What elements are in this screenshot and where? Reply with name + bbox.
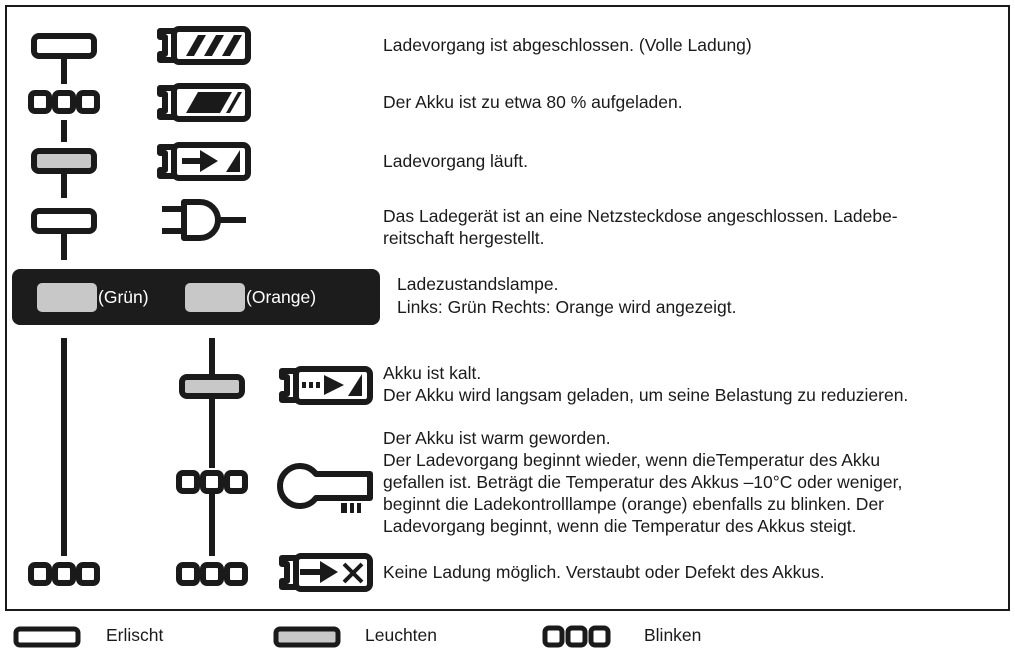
row-description: Der Akku ist zu etwa 80 % aufgeladen. xyxy=(383,92,683,112)
row-description: beginnt die Ladekontrolllampe (orange) ebenfalls zu blinken. Der xyxy=(383,494,885,514)
legend-lit-label: Leuchten xyxy=(365,625,438,645)
row-description: reitschaft hergestellt. xyxy=(383,228,545,248)
battery-charging-icon xyxy=(160,145,248,178)
row-description: gefallen ist. Beträgt die Temperatur des Akkus –10°C oder weniger, xyxy=(383,472,903,492)
row-description: Akku ist kalt. xyxy=(383,363,482,383)
legend-blink-swatch xyxy=(545,628,608,645)
row-description: Der Ladevorgang beginnt wieder, wenn dieTemperatur des Akku xyxy=(383,450,881,470)
battery-80-icon xyxy=(160,86,248,119)
lamp-lit-indicator xyxy=(182,377,242,396)
plug-icon xyxy=(162,202,246,238)
green-lamp-label: (Grün) xyxy=(98,287,149,307)
legend-off-swatch xyxy=(16,629,78,645)
lamp-blinking-indicator xyxy=(31,93,97,111)
row-description: Keine Ladung möglich. Verstaubt oder Defekt des Akkus. xyxy=(383,562,825,582)
row-description: Das Ladegerät ist an eine Netzsteckdose angeschlossen. Ladebe- xyxy=(383,206,898,226)
legend-blink-label: Blinken xyxy=(644,625,702,645)
orange-lamp-swatch xyxy=(185,283,245,312)
legend-off-label: Erlischt xyxy=(106,625,164,645)
battery-full-icon xyxy=(160,29,248,62)
lamp-lit-indicator xyxy=(34,151,94,171)
banner-description: Links: Grün Rechts: Orange wird angezeigt. xyxy=(397,297,737,317)
orange-lamp-label: (Orange) xyxy=(246,287,317,307)
row-description: Der Akku wird langsam geladen, um seine Belastung zu reduzieren. xyxy=(383,385,909,405)
lamp-blinking-indicator xyxy=(179,473,245,491)
row-description: Der Akku ist warm geworden. xyxy=(383,428,611,448)
row-description: Ladevorgang läuft. xyxy=(383,151,528,171)
row-description: Ladevorgang ist abgeschlossen. (Volle Ladung) xyxy=(383,35,752,55)
lamp-off-indicator xyxy=(34,36,94,56)
battery-error-icon xyxy=(282,556,370,589)
green-lamp-swatch xyxy=(37,283,97,312)
lamp-blinking-indicator xyxy=(31,565,97,583)
battery-cold-icon xyxy=(282,369,370,402)
thermometer-icon xyxy=(280,466,370,513)
banner-description: Ladezustandslampe. xyxy=(397,274,559,294)
legend-lit-swatch xyxy=(276,629,338,645)
row-description: Ladevorgang beginnt, wenn die Temperatur des Akkus steigt. xyxy=(383,516,857,536)
lamp-blinking-indicator xyxy=(179,565,245,583)
lamp-off-indicator xyxy=(34,211,94,231)
